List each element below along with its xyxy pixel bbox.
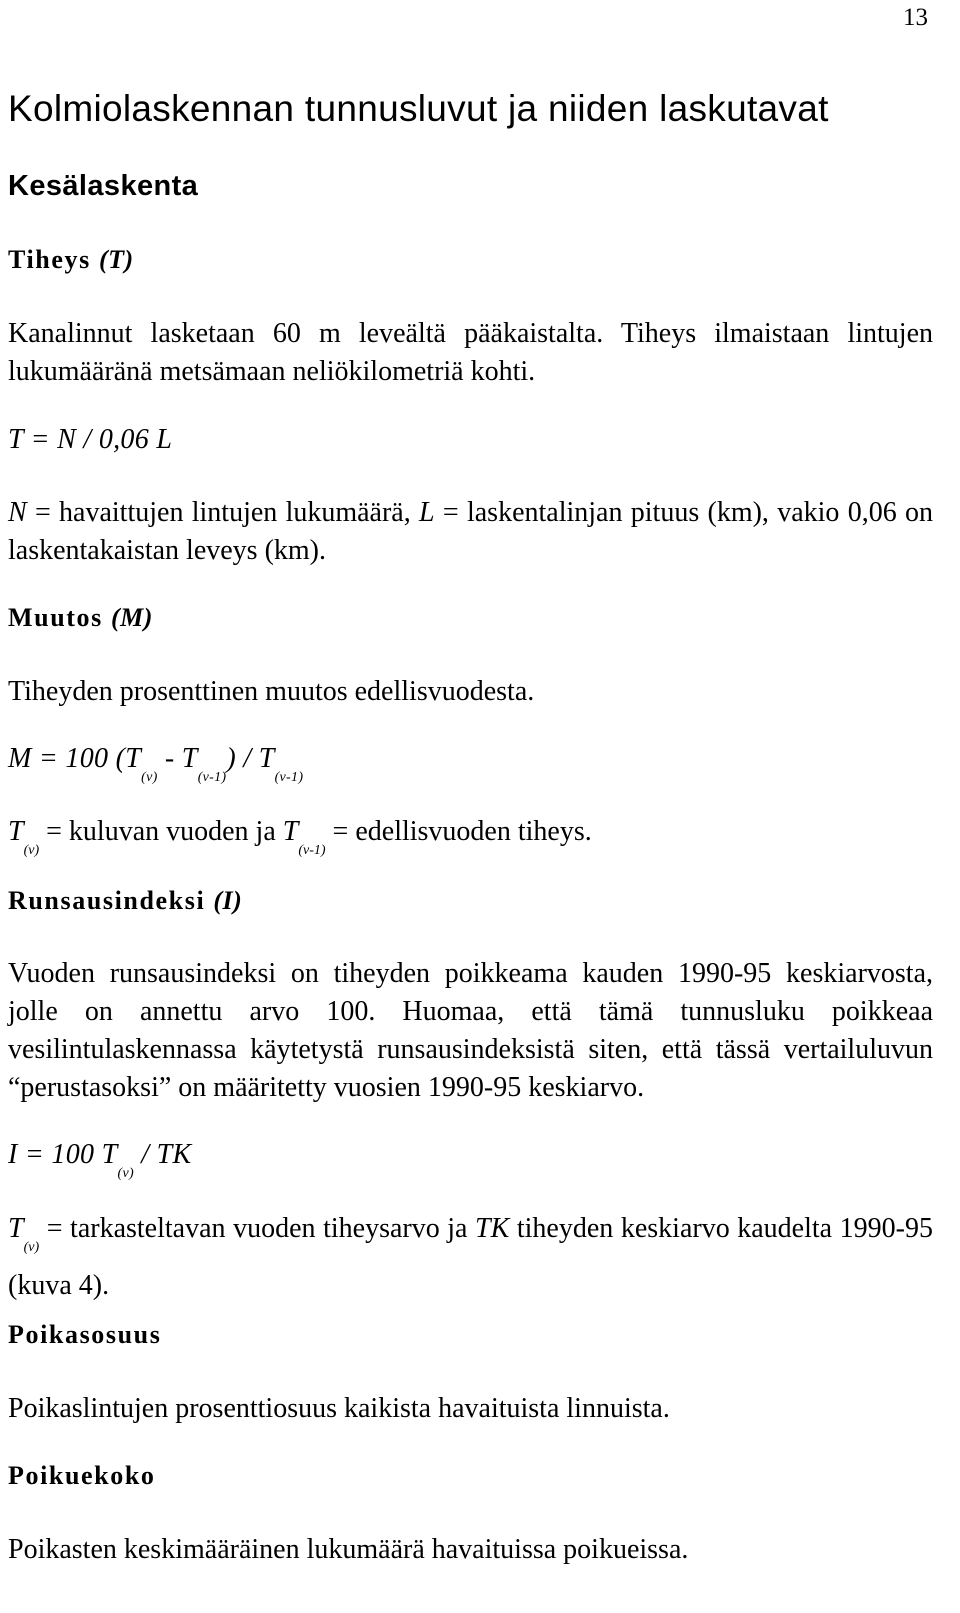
change-sub-v: (v) xyxy=(141,770,158,785)
chicks-share-text: Poikaslintujen prosenttiosuus kaikista havaituista linnuista. xyxy=(8,1393,670,1424)
abundance-text: Vuoden runsausindeksi on tiheyden poikkeama kauden 1990-95 keskiarvosta, jolle on annettu arvo 100. Huomaa, että tämä tunnusluku poikkeaa vesilintulaskennassa käytetystä runsausindeksistä siten, että tässä vertailuluvun “perustasoksi” on määritetty vuosien 1990-95 keskiarvo. xyxy=(8,958,933,1103)
def-N-text: = havaittujen lintujen lukumäärä, xyxy=(26,497,420,528)
abundance-def-TK: TK xyxy=(475,1213,510,1244)
abundance-formula-b: / TK xyxy=(133,1139,192,1170)
abundance-definition xyxy=(8,1210,933,1305)
change-def-text-1: = kuluvan vuoden ja xyxy=(39,816,283,847)
change-formula-a: M = 100 (T xyxy=(8,743,142,774)
change-heading xyxy=(8,603,153,633)
abundance-formula-a: I = 100 T xyxy=(8,1139,118,1170)
abundance-def-text-1: = tarkasteltavan vuoden tiheysarvo ja xyxy=(39,1213,476,1244)
def-N: N xyxy=(8,497,27,528)
def-L: L xyxy=(419,497,435,528)
brood-size-heading: Poikuekoko xyxy=(8,1461,156,1490)
change-formula-b: - T xyxy=(157,743,198,774)
density-heading xyxy=(8,245,134,275)
page-title: Kolmiolaskennan tunnusluvut ja niiden laskutavat xyxy=(8,88,829,129)
change-def-T2: T xyxy=(282,816,299,847)
change-def-T: T xyxy=(8,816,24,847)
def-L-text: = laskentalinjan pituus (km), vakio 0,06 on laskentakaistan leveys (km). xyxy=(8,497,933,566)
abundance-heading xyxy=(8,886,242,916)
change-heading-text: Muutos xyxy=(8,603,103,632)
density-formula: T = N / 0,06 L xyxy=(8,424,173,455)
brood-size-text: Poikasten keskimääräinen lukumäärä havaituissa poikueissa. xyxy=(8,1534,689,1565)
abundance-sub-v: (v) xyxy=(117,1166,134,1181)
change-symbol: (M) xyxy=(110,603,153,632)
density-text: Kanalinnut lasketaan 60 m leveältä pääkaistalta. Tiheys ilmaistaan lintujen lukumääränä metsämaan neliökilometriä kohti. xyxy=(8,318,933,387)
change-definition xyxy=(8,813,933,870)
density-heading-text: Tiheys xyxy=(8,245,91,274)
change-sub-v1: (v-1) xyxy=(197,770,227,785)
change-def-sub-v1: (v-1) xyxy=(298,843,326,858)
density-definition xyxy=(8,494,933,570)
change-formula xyxy=(8,743,303,786)
change-formula-c: ) / T xyxy=(226,743,275,774)
abundance-heading-text: Runsausindeksi xyxy=(8,886,206,915)
change-text: Tiheyden prosenttinen muutos edellisvuodesta. xyxy=(8,676,535,707)
change-sub-v1-b: (v-1) xyxy=(274,770,304,785)
abundance-def-T: T xyxy=(8,1213,24,1244)
page-number: 13 xyxy=(903,4,928,31)
change-def-sub-v: (v) xyxy=(23,843,40,858)
abundance-def-text-2: tiheyden keskiarvo kaudelta 1990-95 (kuva 4). xyxy=(8,1213,933,1301)
section-heading: Kesälaskenta xyxy=(8,170,199,202)
abundance-def-sub-v: (v) xyxy=(23,1240,40,1255)
chicks-share-heading: Poikasosuus xyxy=(8,1320,162,1349)
density-symbol: (T) xyxy=(98,245,134,274)
abundance-formula xyxy=(8,1139,191,1182)
abundance-symbol: (I) xyxy=(213,886,243,915)
change-def-text-2: = edellisvuoden tiheys. xyxy=(325,816,592,847)
